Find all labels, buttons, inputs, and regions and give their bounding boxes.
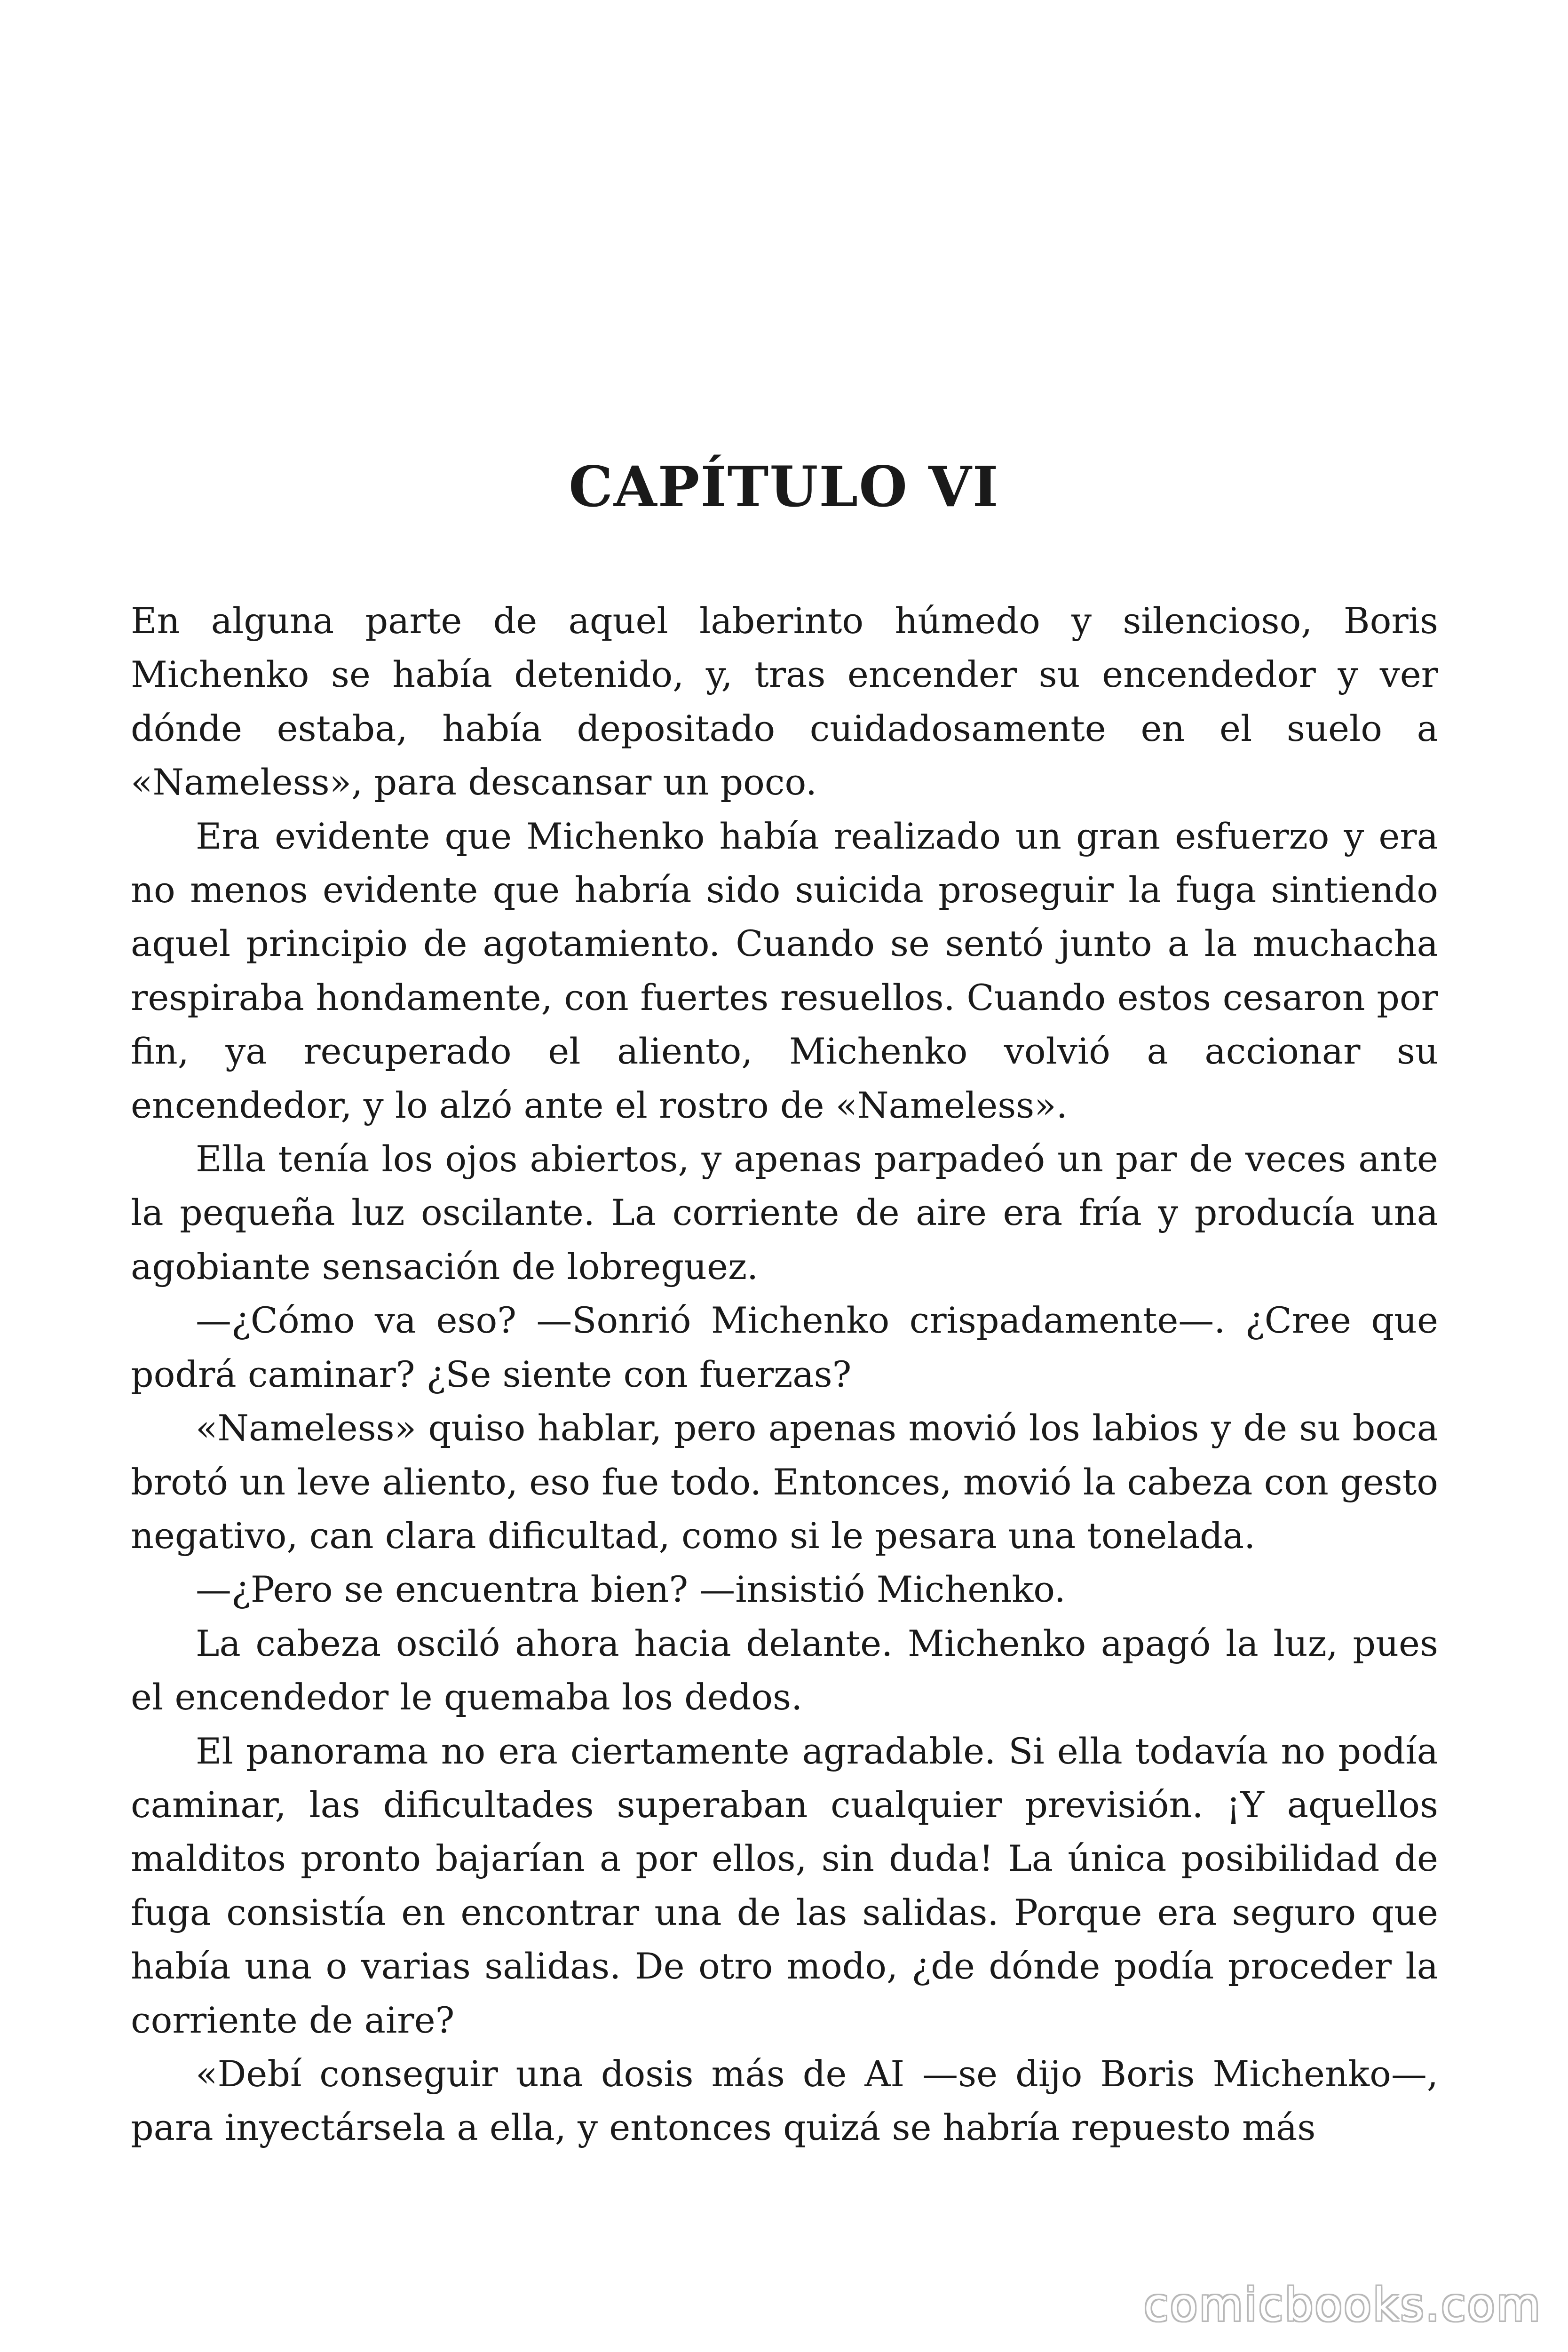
- paragraph: En alguna parte de aquel laberinto húmedo y silencioso, Boris Michenko se había detenido, y, tras encender su encendedor y ver dónde estaba, había depositado cuidadosamente en el suelo a «Nameless», para descansar un poco.: [131, 600, 1438, 803]
- paragraph: El panorama no era ciertamente agradable. Si ella todavía no podía caminar, las dificultades superaban cualquier previsión. ¡Y aquellos malditos pronto bajarían a por ellos, sin duda! La única posibilidad de fuga consistía en encontrar una de las salidas. Porque era seguro que había una o varias salidas. De otro modo, ¿de dónde podía proceder la corriente de aire?: [131, 1730, 1438, 2041]
- chapter-body: [131, 594, 1438, 2155]
- paragraph: Ella tenía los ojos abiertos, y apenas parpadeó un par de veces ante la pequeña luz oscilante. La corriente de aire era fría y producía una agobiante sensación de lobreguez.: [131, 1138, 1438, 1287]
- watermark: comicbooks.com: [1143, 2279, 1542, 2331]
- paragraph: «Nameless» quiso hablar, pero apenas movió los labios y de su boca brotó un leve aliento, eso fue todo. Entonces, movió la cabeza con gesto negativo, can clara dificultad, como si le pesara una tonelada.: [131, 1407, 1438, 1557]
- paragraph: Era evidente que Michenko había realizado un gran esfuerzo y era no menos evidente que habría sido suicida proseguir la fuga sintiendo aquel principio de agotamiento. Cuando se sentó junto a la muchacha respiraba hondamente, con fuertes resuellos. Cuando estos cesaron por fin, ya recuperado el aliento, Michenko volvió a accionar su encendedor, y lo alzó ante el rostro de «Nameless».: [131, 815, 1438, 1126]
- paragraph: —¿Cómo va eso? —Sonrió Michenko crispadamente—. ¿Cree que podrá caminar? ¿Se siente con fuerzas?: [131, 1299, 1438, 1395]
- chapter-title: CAPÍTULO VI: [569, 454, 999, 519]
- paragraph: —¿Pero se encuentra bien? —insistió Michenko.: [196, 1568, 1066, 1611]
- paragraph: «Debí conseguir una dosis más de AI —se dijo Boris Michenko—, para inyectársela a ella, y entonces quizá se habría repuesto más: [131, 2052, 1438, 2149]
- paragraph: La cabeza osciló ahora hacia delante. Michenko apagó la luz, pues el encendedor le quemaba los dedos.: [131, 1622, 1438, 1718]
